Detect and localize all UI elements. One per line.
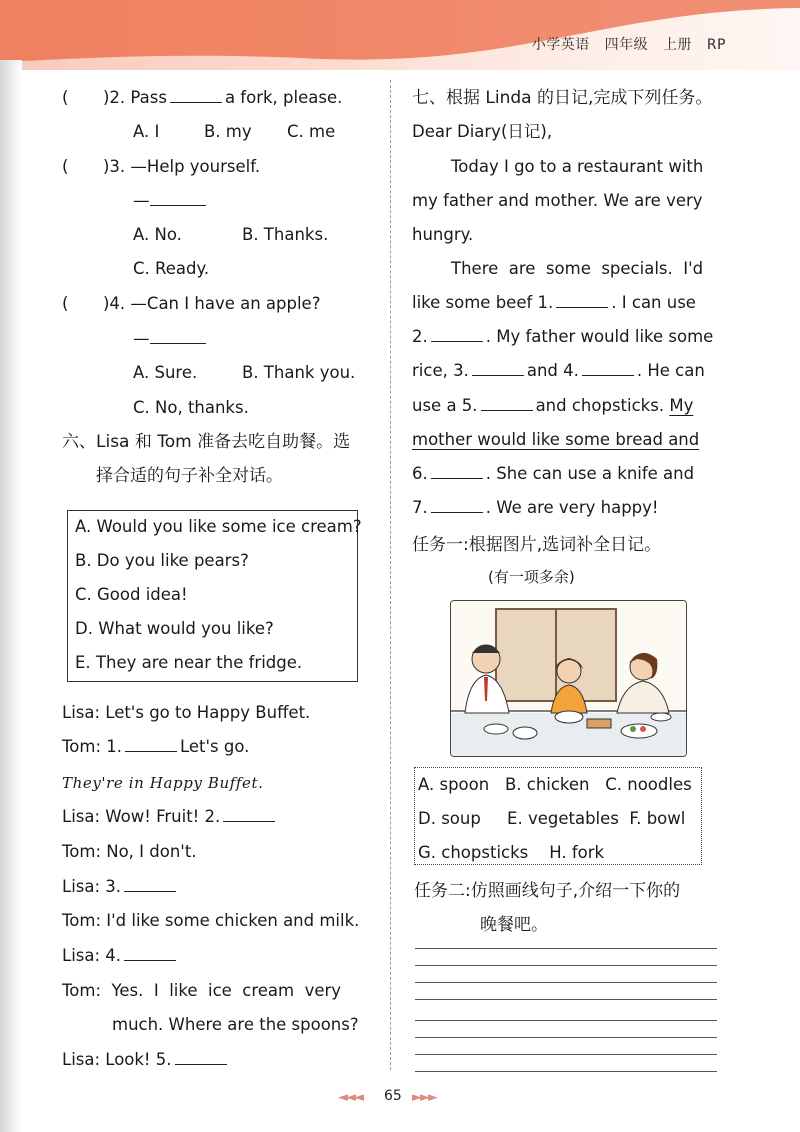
- word-bank-row-3: G. chopsticks H. fork: [418, 843, 605, 862]
- dialogue-line-10: much. Where are the spoons?: [112, 1015, 359, 1034]
- q2-paren: (: [62, 88, 69, 107]
- header-band: [0, 0, 800, 70]
- family-dining-picture: [451, 601, 686, 756]
- q4-option-b: B. Thank you.: [242, 363, 356, 382]
- task-2-heading-cont: 晚餐吧。: [480, 915, 548, 935]
- task-1-heading: 任务一:根据图片,选词补全日记。: [412, 535, 662, 555]
- q3-option-b: B. Thanks.: [242, 225, 329, 244]
- diary-greeting: Dear Diary(日记),: [412, 122, 553, 141]
- q3-paren: (: [62, 157, 69, 176]
- dialogue-line-1: Lisa: Let's go to Happy Buffet.: [62, 703, 311, 722]
- diary-line-5: like some beef 1. . I can use: [412, 293, 696, 312]
- q4-answer-line: —: [133, 328, 209, 350]
- dialogue-line-7: Tom: I'd like some chicken and milk.: [62, 911, 360, 930]
- section-6-heading: 六、Lisa 和 Tom 准备去吃自助餐。选: [62, 432, 351, 452]
- q3-option-c: C. Ready.: [133, 259, 210, 278]
- book-title: 小学英语 四年级 上册 RP: [531, 37, 726, 53]
- task-2-heading: 任务二:仿照画线句子,介绍一下你的: [414, 881, 681, 901]
- sentence-option-a: A. Would you like some ice cream?: [75, 517, 362, 536]
- dialogue-stage-direction: They're in Happy Buffet.: [62, 774, 264, 792]
- q4-option-c: C. No, thanks.: [133, 398, 249, 417]
- prev-page-arrows-icon[interactable]: ◄◄◄: [338, 1090, 362, 1105]
- q3-option-a: A. No.: [133, 225, 182, 244]
- dialogue-line-2: Tom: 1. Let's go.: [62, 737, 250, 756]
- dialogue-line-9: Tom: Yes. I like ice cream very: [62, 981, 342, 1000]
- next-page-arrows-icon[interactable]: ►►►: [412, 1090, 436, 1105]
- dialogue-line-4: Lisa: Wow! Fruit! 2.: [62, 806, 278, 828]
- dialogue-line-6: Lisa: 3.: [62, 876, 179, 898]
- word-bank-row-2: D. soup E. vegetables F. bowl: [418, 809, 686, 828]
- column-divider: [390, 80, 391, 1070]
- diary-line-3: hungry.: [412, 225, 474, 244]
- sentence-option-b: B. Do you like pears?: [75, 551, 249, 570]
- q2-option-b: B. my: [204, 122, 252, 141]
- diary-line-2: my father and mother. We are very: [412, 191, 703, 210]
- q2-option-a: A. I: [133, 122, 160, 141]
- diary-line-4: There are some specials. I'd: [451, 259, 704, 278]
- restaurant-illustration: [450, 600, 687, 757]
- dialogue-line-5: Tom: No, I don't.: [62, 842, 197, 861]
- sentence-option-c: C. Good idea!: [75, 585, 188, 604]
- sentence-option-e: E. They are near the fridge.: [75, 653, 303, 672]
- writing-line[interactable]: [415, 999, 717, 1000]
- sentence-option-d: D. What would you like?: [75, 619, 274, 638]
- writing-line[interactable]: [415, 948, 717, 949]
- q2-line: )2. Pass a fork, please.: [103, 88, 343, 107]
- word-bank-row-1: A. spoon B. chicken C. noodles: [418, 775, 692, 794]
- diary-line-11: 7. . We are very happy!: [412, 498, 659, 517]
- section-6-heading-cont: 择合适的句子补全对话。: [96, 466, 283, 486]
- diary-line-9-underlined: mother would like some bread and: [412, 430, 700, 449]
- diary-line-10: 6. . She can use a knife and: [412, 464, 695, 483]
- writing-line[interactable]: [415, 1054, 717, 1055]
- diary-line-1: Today I go to a restaurant with: [451, 157, 704, 176]
- q4-question: )4. —Can I have an apple?: [103, 294, 321, 313]
- task-1-note: (有一项多余): [488, 568, 575, 586]
- q3-question: )3. —Help yourself.: [103, 157, 261, 176]
- q3-answer-line: —: [133, 190, 209, 212]
- section-7-heading: 七、根据 Linda 的日记,完成下列任务。: [412, 88, 713, 108]
- dialogue-line-11: Lisa: Look! 5.: [62, 1049, 230, 1071]
- diary-line-6: 2. . My father would like some: [412, 327, 714, 346]
- writing-line[interactable]: [415, 1071, 717, 1072]
- q2-option-c: C. me: [287, 122, 336, 141]
- page-edge-shadow: [0, 60, 22, 1132]
- dialogue-line-8: Lisa: 4.: [62, 945, 179, 967]
- writing-line[interactable]: [415, 965, 717, 966]
- page-number: 65: [384, 1088, 402, 1104]
- writing-line[interactable]: [415, 982, 717, 983]
- diary-line-7: rice, 3. and 4. . He can: [412, 361, 705, 380]
- writing-line[interactable]: [415, 1037, 717, 1038]
- q4-option-a: A. Sure.: [133, 363, 198, 382]
- diary-line-8: use a 5. and chopsticks. My: [412, 396, 694, 415]
- q4-paren: (: [62, 294, 69, 313]
- writing-line[interactable]: [415, 1020, 717, 1021]
